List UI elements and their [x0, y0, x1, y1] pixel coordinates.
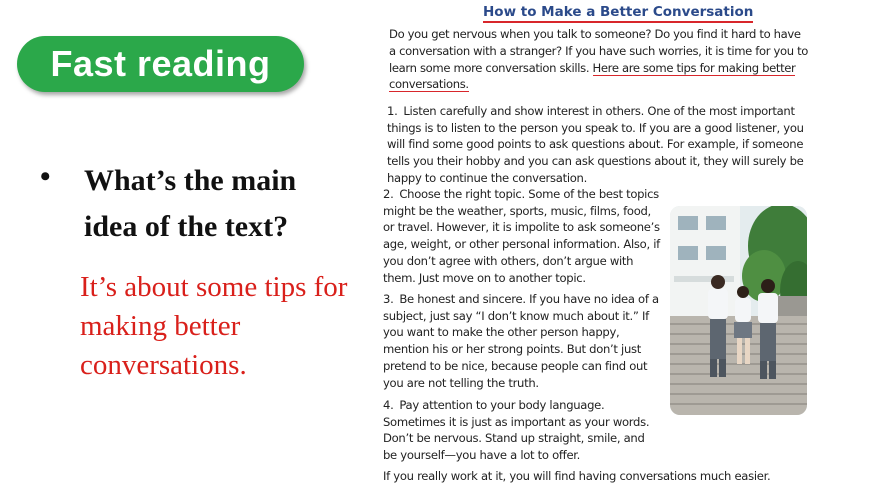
- intro-underlined-text: Here are some tips for making better conversations.: [389, 60, 796, 92]
- photo-illustration: [670, 206, 807, 415]
- tip-3: [383, 291, 661, 391]
- article-intro: [389, 26, 809, 93]
- tip-text: Pay attention to your body language. Sometimes it is just as important as your words. Don’t be nervous. Stand up straight, smile, and be yourself—you have a lot to offer.: [383, 398, 650, 463]
- tip-text: Be honest and sincere. If you have no idea of a subject, just say “I don’t know much about it.” If you want to make the other person happy, mention his or her strong points. But don’t just pretend to be nice, because people can find out you are not telling the truth.: [383, 292, 659, 390]
- article-closing: If you really work at it, you will find having conversations much easier.: [383, 469, 771, 483]
- students-on-stairs-photo: [670, 206, 807, 415]
- answer-text: It’s about some tips for making better conversations.: [80, 271, 348, 381]
- tip-number: 3.: [383, 292, 394, 306]
- tip-number: 2.: [383, 187, 394, 201]
- tip-number: 4.: [383, 398, 394, 412]
- tip-number: 1.: [387, 104, 398, 118]
- question-text: What’s the main idea of the text?: [84, 164, 297, 243]
- tip-text: Listen carefully and show interest in others. One of the most important things is to listen to the person you speak to. If you are a good listener, you will find some good points to ask questions about. For example, if someone tells you their hobby and you can ask questions about it, they will surely be happy to continue the conversation.: [387, 104, 804, 185]
- fast-reading-badge: Fast reading: [17, 36, 304, 92]
- tip-text: Choose the right topic. Some of the best topics might be the weather, sports, music, films, food, or travel. However, it is impolite to ask someone’s age, weight, or other personal information. Also, if you don’t agree with others, don’t argue with them. Just move on to another topic.: [383, 187, 660, 285]
- tip-2: [383, 186, 661, 286]
- tip-1: [387, 103, 811, 187]
- tip-4: [383, 397, 661, 464]
- bullet-point: •: [40, 160, 51, 193]
- intro-text: Do you get nervous when you talk to someone? Do you find it hard to have a conversation with a stranger? If you have such worries, it is time for you to learn some more conversation skills.: [389, 27, 809, 75]
- article-title: How to Make a Better Conversation: [483, 4, 753, 23]
